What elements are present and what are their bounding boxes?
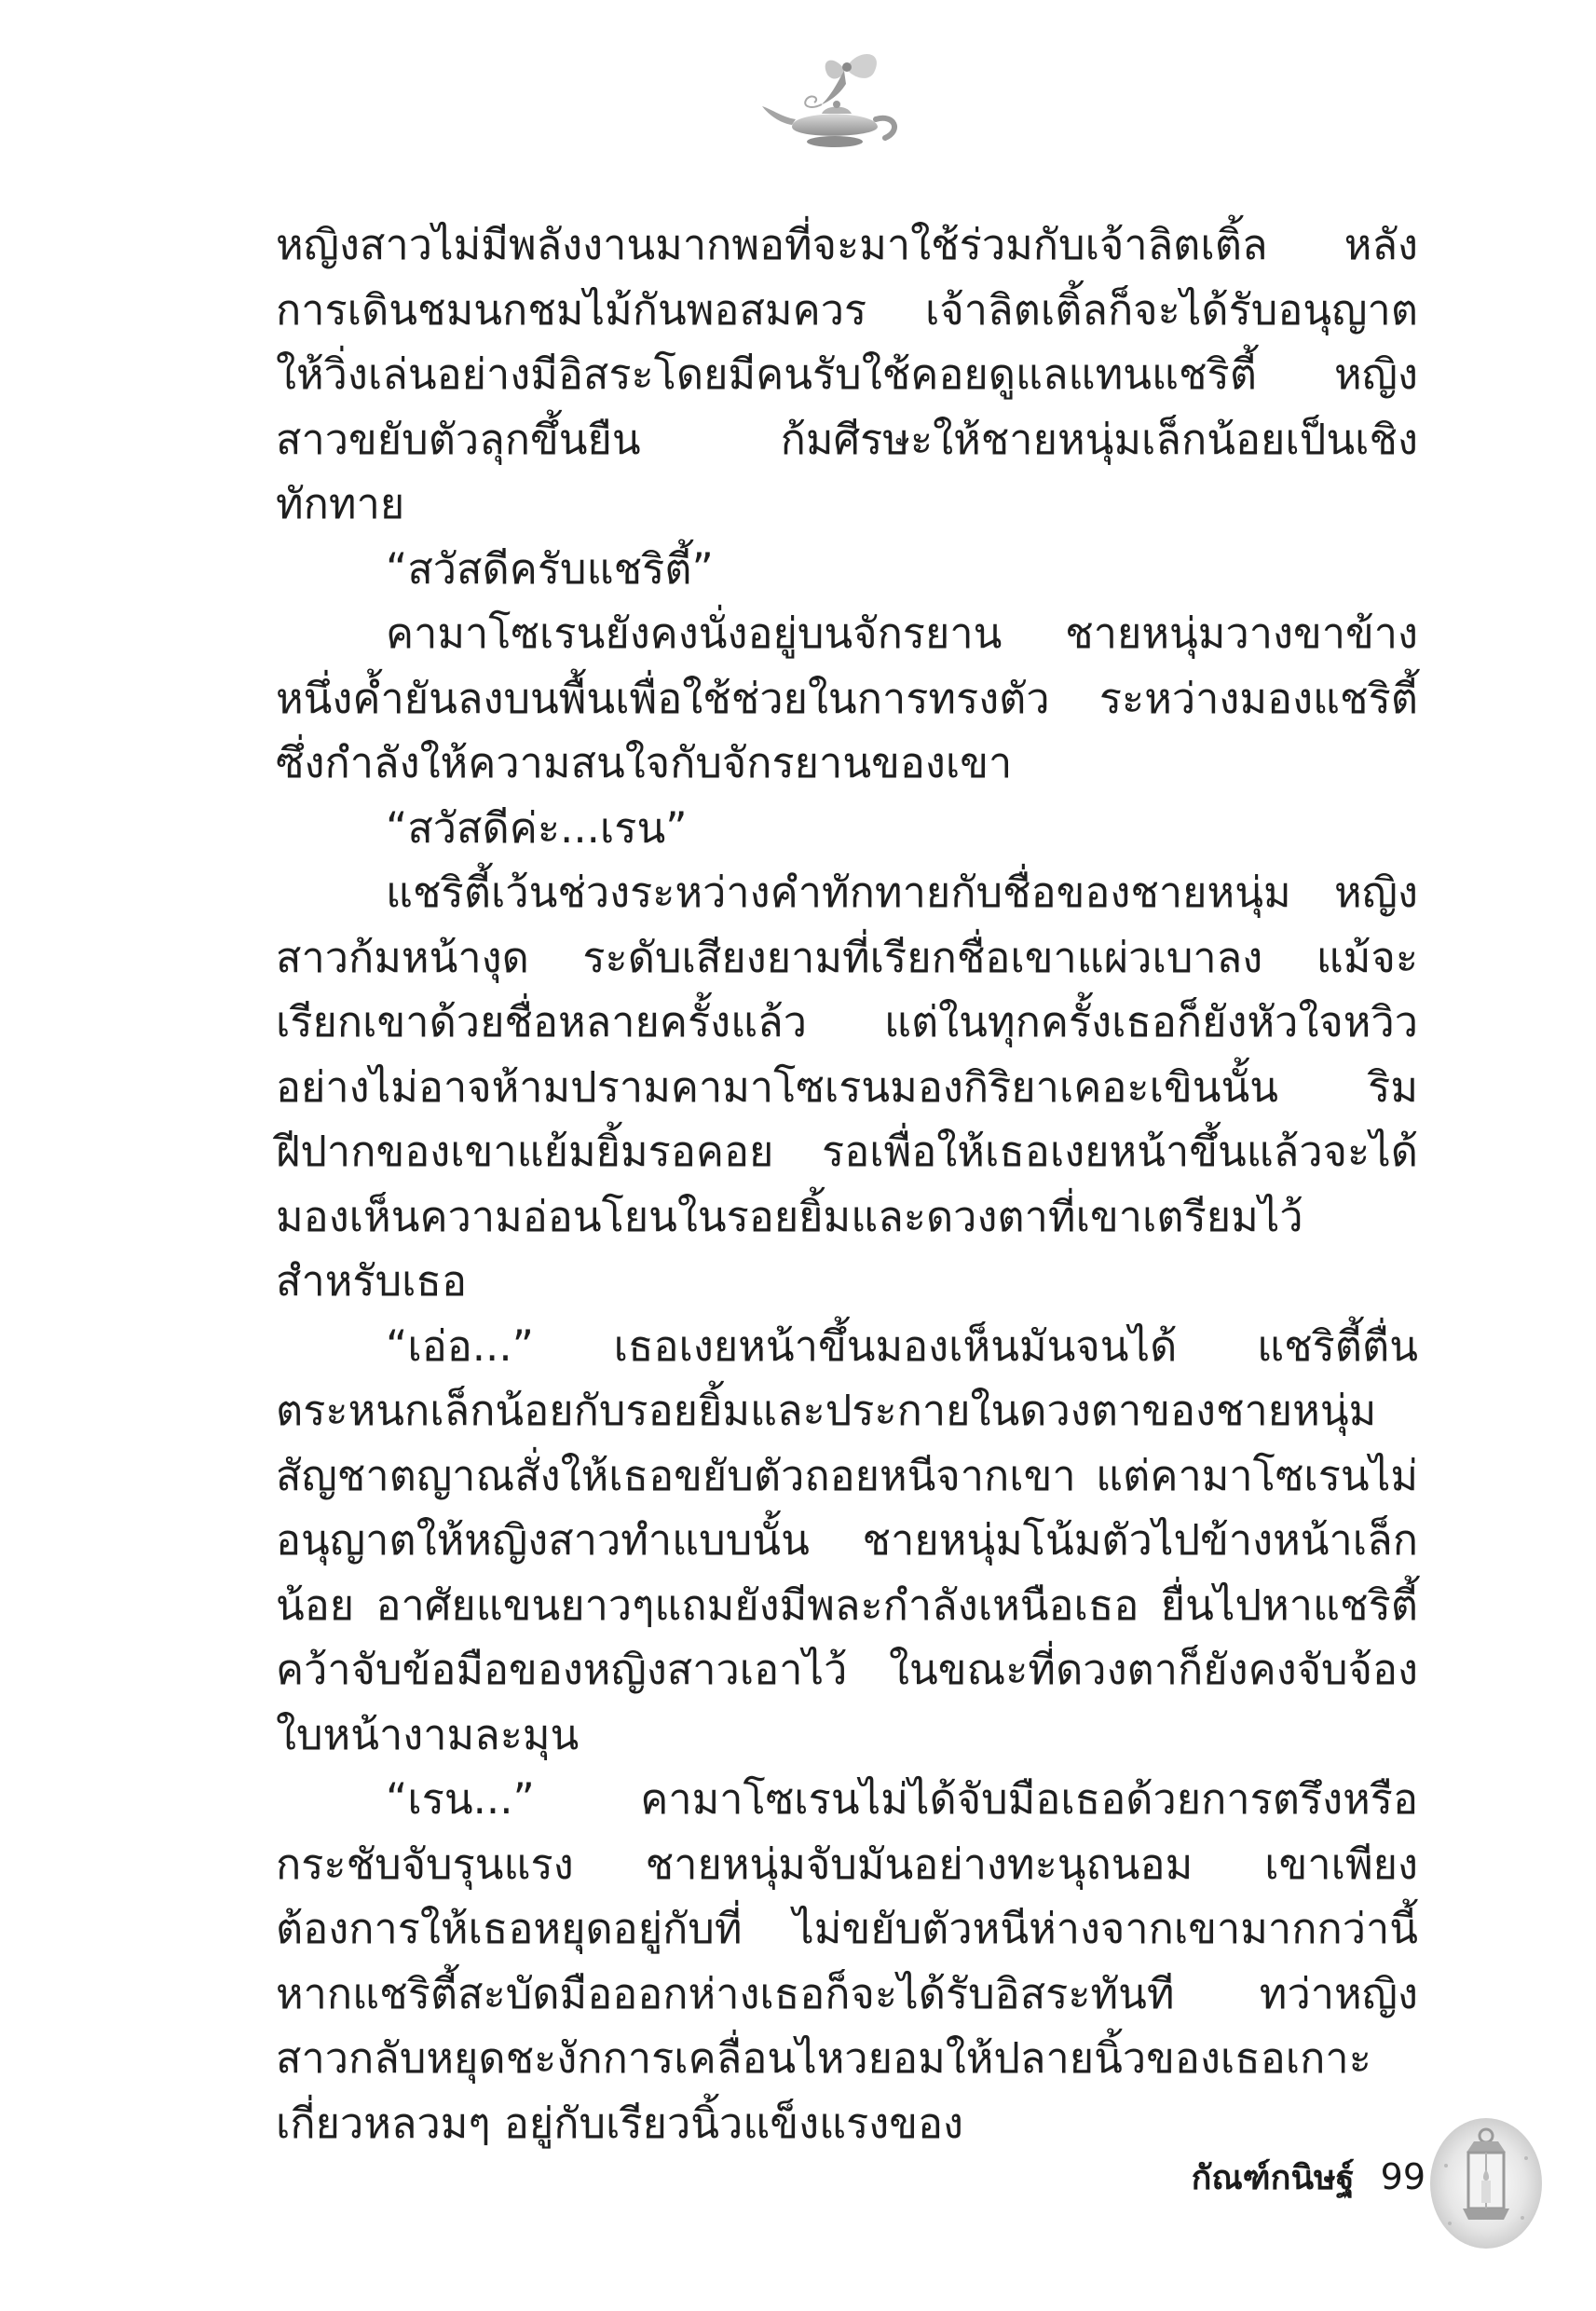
page-number: 99 <box>1380 2156 1425 2197</box>
paragraph: คามาโซเรนยังคงนั่งอยู่บนจักรยาน ชายหนุ่มวางขาข้างหนึ่งค้ำยันลงบนพื้นเพื่อใช้ช่วยในการทรงตัว ระหว่างมองแชริตี้ซึ่งกำลังให้ความสนใจกับจักรยานของเขา <box>276 609 1418 787</box>
paragraph: หญิงสาวไม่มีพลังงานมากพอที่จะมาใช้ร่วมกับเจ้าลิตเติ้ล หลังการเดินชมนกชมไม้กันพอสมควร เจ้าลิตเติ้ลก็จะได้รับอนุญาตให้วิ่งเล่นอย่างมีอิสระโดยมีคนรับใช้คอยดูแลแทนแชริตี้ หญิงสาวขยับตัวลุกขึ้นยืน ก้มศีรษะให้ชายหนุ่มเล็กน้อยเป็นเชิงทักทาย <box>276 220 1418 528</box>
book-title: กัณฑ์กนิษฐ์ <box>1191 2158 1355 2197</box>
page-footer <box>1071 2140 1425 2214</box>
teapot-fairy-icon <box>755 45 922 157</box>
paragraph: แชริตี้เว้นช่วงระหว่างคำทักทายกับชื่อของชายหนุ่ม หญิงสาวก้มหน้างุด ระดับเสียงยามที่เรียกชื่อเขาแผ่วเบาลง แม้จะเรียกเขาด้วยชื่อหลายครั้งแล้ว แต่ในทุกครั้งเธอก็ยังหัวใจหวิวอย่างไม่อาจห้ามปรามคามาโซเรนมองกิริยาเคอะเขินนั้น ริมฝีปากของเขาแย้มยิ้มรอคอย รอเพื่อให้เธอเงยหน้าขึ้นแล้วจะได้มองเห็นความอ่อนโยนในรอยยิ้มและดวงตาที่เขาเตรียมไว้สำหรับเธอ <box>276 868 1418 1306</box>
dialogue-line: “สวัสดีครับแชริตี้” <box>386 543 714 594</box>
paragraph: “เอ่อ...” เธอเงยหน้าขึ้นมองเห็นมันจนได้ แชริตี้ตื่นตระหนกเล็กน้อยกับรอยยิ้มและประกายในดวงตาของชายหนุ่ม สัญชาตญาณสั่งให้เธอขยับตัวถอยหนีจากเขา แต่คามาโซเรนไม่อนุญาตให้หญิงสาวทำแบบนั้น ชายหนุ่มโน้มตัวไปข้างหน้าเล็กน้อย อาศัยแขนยาวๆแถมยังมีพละกำลังเหนือเธอ ยื่นไปหาแชริตี้ คว้าจับข้อมือของหญิงสาวเอาไว้ ในขณะที่ดวงตาก็ยังคงจับจ้องใบหน้างามละมุน <box>276 1320 1418 1759</box>
chapter-body-text <box>276 212 1418 2148</box>
dialogue-line: “สวัสดีค่ะ...เรน” <box>386 802 688 853</box>
paragraph: “เรน...” คามาโซเรนไม่ได้จับมือเธอด้วยการตรึงหรือกระชับจับรุนแรง ชายหนุ่มจับมันอย่างทะนุถนอม เขาเพียงต้องการให้เธอหยุดอยู่กับที่ ไม่ขยับตัวหนีห่างจากเขามากกว่านี้ หากแชริตี้สะบัดมือออกห่างเธอก็จะได้รับอิสระทันที ทว่าหญิงสาวกลับหยุดชะงักการเคลื่อนไหวยอมให้ปลายนิ้วของเธอเกาะเกี่ยวหลวมๆ อยู่กับเรียวนิ้วแข็งแรงของ <box>276 1774 1418 2148</box>
lantern-icon <box>1425 2113 1547 2253</box>
